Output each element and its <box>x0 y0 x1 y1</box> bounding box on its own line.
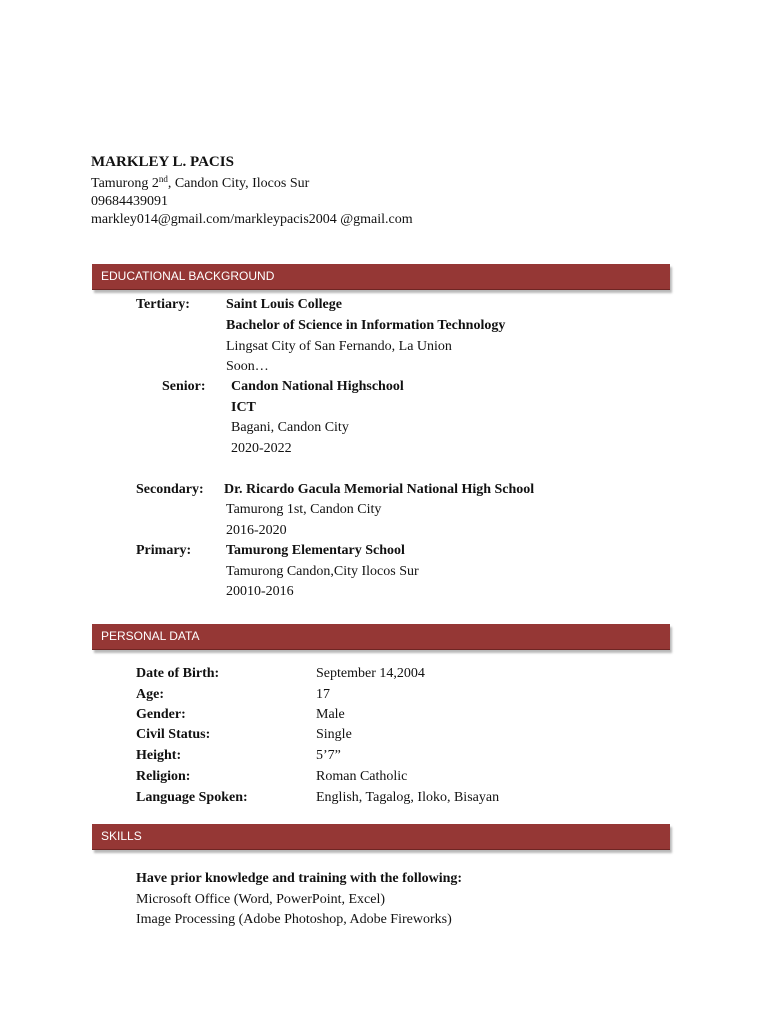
dob-label: Date of Birth: <box>136 666 220 681</box>
primary-school: Tamurong Elementary School <box>226 543 405 558</box>
section-title: PERSONAL DATA <box>101 629 200 643</box>
secondary-years: 2016-2020 <box>226 523 287 538</box>
secondary-label: Secondary: <box>136 482 204 497</box>
tertiary-school: Saint Louis College <box>226 297 342 312</box>
age-value: 17 <box>316 687 330 702</box>
skills-intro: Have prior knowledge and training with the following: <box>136 871 463 886</box>
religion-value: Roman Catholic <box>316 769 408 784</box>
height-value: 5’7” <box>316 748 341 763</box>
language-label: Language Spoken: <box>136 790 248 805</box>
tertiary-course: Bachelor of Science in Information Technology <box>226 318 506 333</box>
primary-location: Tamurong Candon,City Ilocos Sur <box>226 564 419 579</box>
senior-track: ICT <box>231 400 256 415</box>
address: Tamurong 2nd, Candon City, Ilocos Sur <box>91 174 310 191</box>
gender-value: Male <box>316 707 345 722</box>
senior-location: Bagani, Candon City <box>231 420 349 435</box>
religion-label: Religion: <box>136 769 191 784</box>
senior-years: 2020-2022 <box>231 441 292 456</box>
section-title: SKILLS <box>101 829 142 843</box>
tertiary-location: Lingsat City of San Fernando, La Union <box>226 339 452 354</box>
phone-number: 09684439091 <box>91 194 168 209</box>
section-title: EDUCATIONAL BACKGROUND <box>101 269 275 283</box>
height-label: Height: <box>136 748 182 763</box>
gender-label: Gender: <box>136 707 186 722</box>
dob-value: September 14,2004 <box>316 666 425 681</box>
secondary-school: Dr. Ricardo Gacula Memorial National High School <box>224 482 535 497</box>
email-address: markley014@gmail.com/markleypacis2004 @gmail.com <box>91 212 413 227</box>
civil-status-value: Single <box>316 727 352 742</box>
tertiary-label: Tertiary: <box>136 297 190 312</box>
secondary-location: Tamurong 1st, Candon City <box>226 502 382 517</box>
senior-school: Candon National Highschool <box>231 379 404 394</box>
skills-section-header <box>92 824 670 850</box>
age-label: Age: <box>136 687 164 702</box>
primary-years: 20010-2016 <box>226 584 294 599</box>
primary-label: Primary: <box>136 543 192 558</box>
skill-item: Image Processing (Adobe Photoshop, Adobe Fireworks) <box>136 912 452 927</box>
civil-status-label: Civil Status: <box>136 727 211 742</box>
personal-data-section-header <box>92 624 670 650</box>
applicant-name: MARKLEY L. PACIS <box>91 154 234 170</box>
senior-label: Senior: <box>162 379 206 394</box>
language-value: English, Tagalog, Iloko, Bisayan <box>316 790 500 805</box>
education-section-header <box>92 264 670 290</box>
tertiary-years: Soon… <box>226 359 269 374</box>
skill-item: Microsoft Office (Word, PowerPoint, Excel) <box>136 892 385 907</box>
